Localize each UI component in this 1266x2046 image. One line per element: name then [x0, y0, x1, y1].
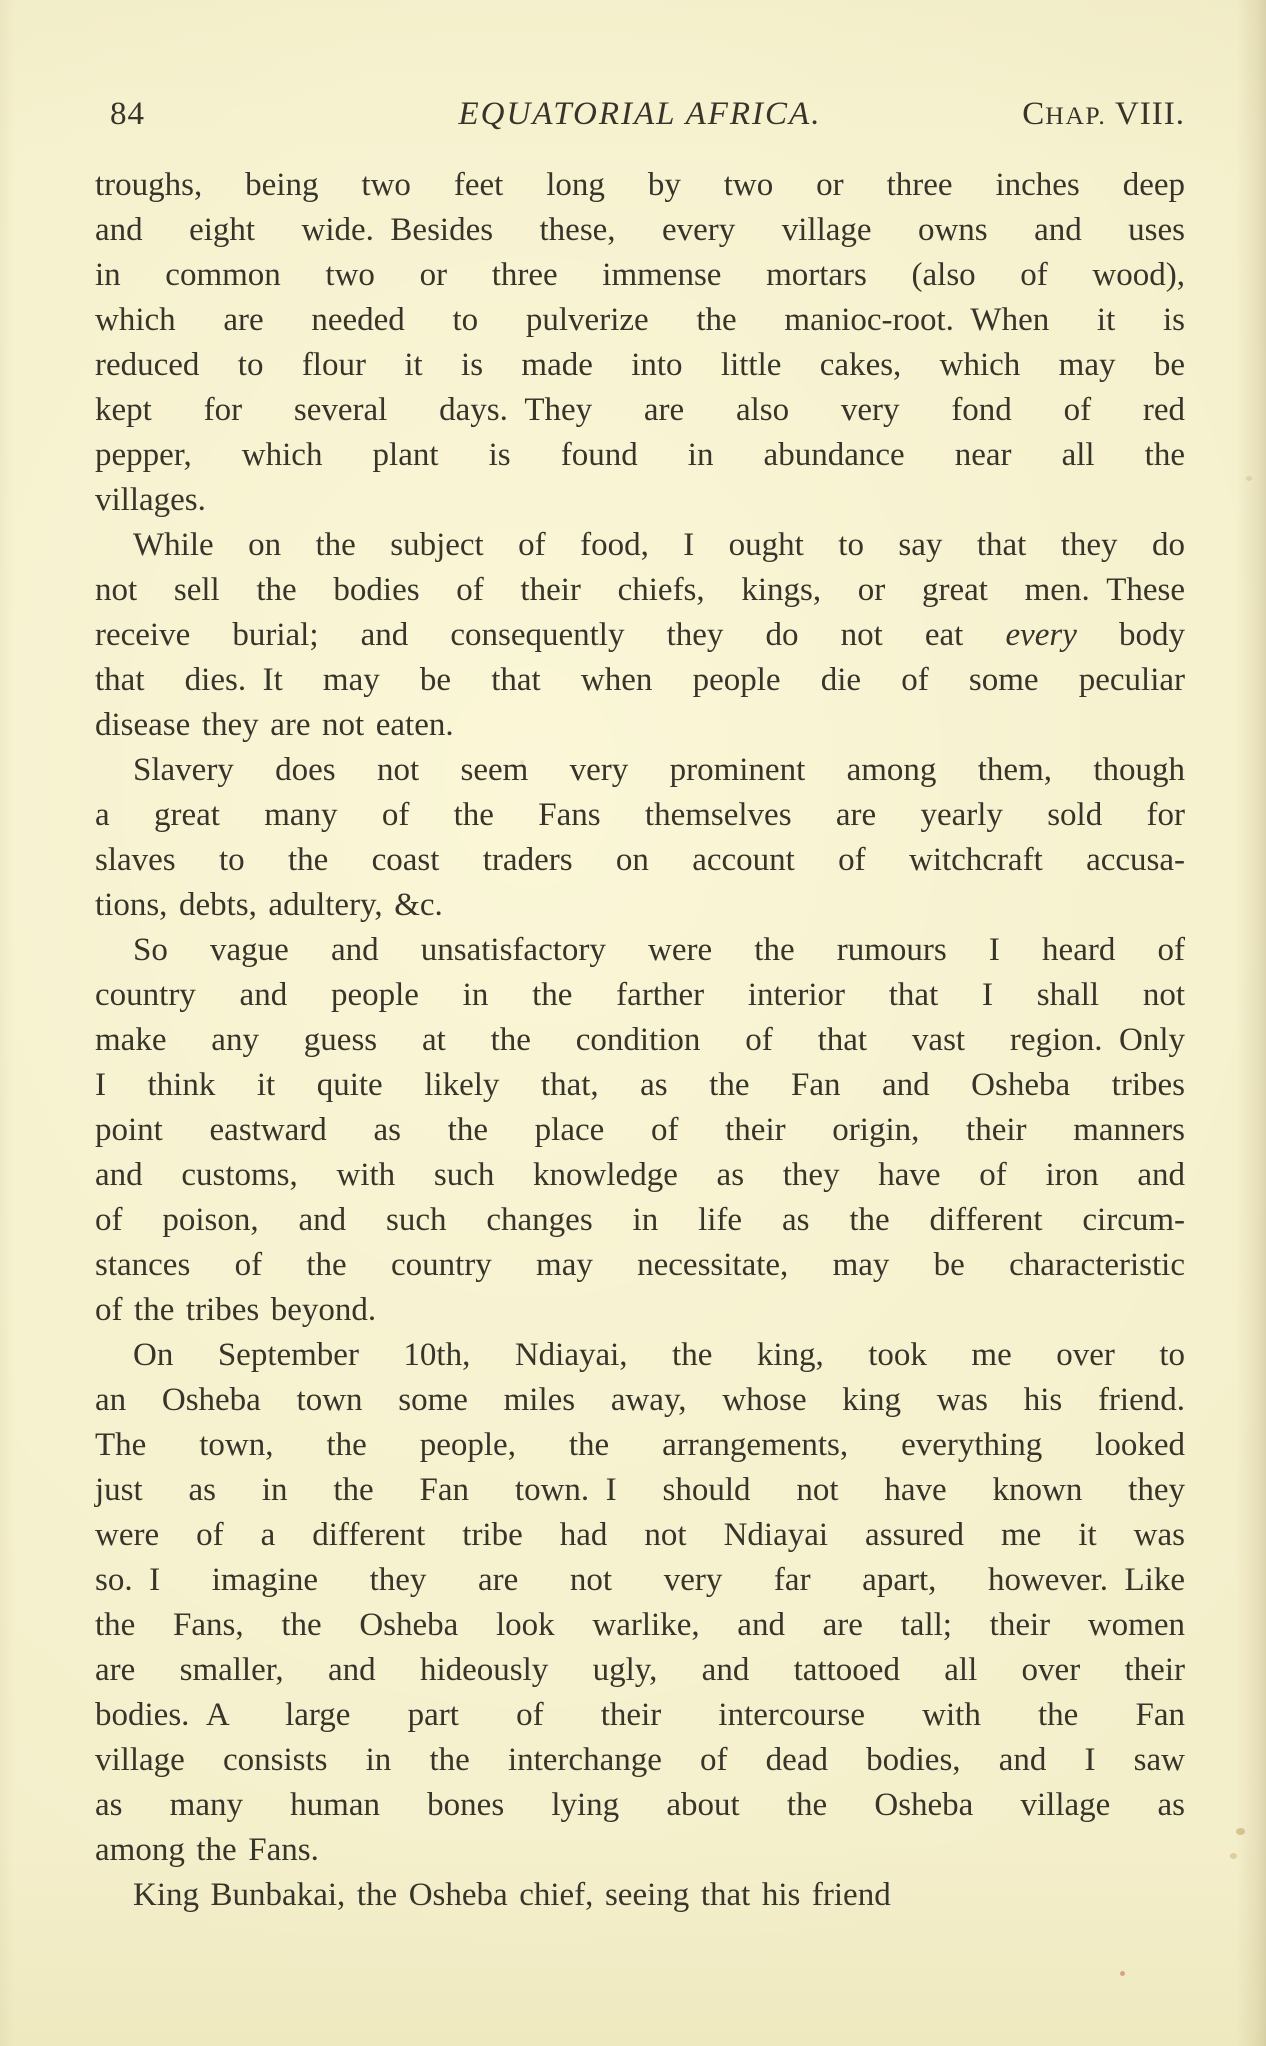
text-line: of the tribes beyond.: [95, 1292, 377, 1328]
text-line: of poison, and such changes in life as the different circum-: [95, 1202, 1185, 1238]
text-line: disease they are not eaten.: [95, 707, 454, 743]
paragraph: [95, 928, 1185, 1333]
emphasis-word: every: [1005, 617, 1077, 653]
paragraph: [95, 523, 1185, 748]
text-line: pepper, which plant is found in abundance near all the: [95, 437, 1185, 473]
text-line: On September 10th, Ndiayai, the king, took me over to: [133, 1337, 1185, 1373]
text-line: just as in the Fan town. I should not have known they: [95, 1472, 1185, 1508]
chapter-numeral: VIII.: [1106, 96, 1185, 132]
paper-stain: [1230, 1853, 1237, 1859]
text-line: slaves to the coast traders on account of witchcraft accusa-: [95, 842, 1185, 878]
text-line: and eight wide. Besides these, every village owns and uses: [95, 212, 1185, 248]
text-block: [95, 163, 1185, 1918]
text-line: I think it quite likely that, as the Fan and Osheba tribes: [95, 1067, 1185, 1103]
text-line: make any guess at the condition of that vast region. Only: [95, 1022, 1185, 1058]
paragraph: [95, 748, 1185, 928]
text-line: village consists in the interchange of dead bodies, and I saw: [95, 1742, 1185, 1778]
paragraph: [95, 1333, 1185, 1873]
text-line: were of a different tribe had not Ndiayai assured me it was: [95, 1517, 1185, 1553]
chapter-smallcaps: HAP.: [1045, 101, 1107, 130]
text-line: that dies. It may be that when people die of some peculiar: [95, 662, 1185, 698]
text-line: stances of the country may necessitate, may be characteristic: [95, 1247, 1185, 1283]
text-line: as many human bones lying about the Osheba village as: [95, 1787, 1185, 1823]
text-line: among the Fans.: [95, 1832, 319, 1868]
page-header: [95, 94, 1185, 136]
text-line: The town, the people, the arrangements, everything looked: [95, 1427, 1185, 1463]
text-line: a great many of the Fans themselves are yearly sold for: [95, 797, 1185, 833]
text-line: country and people in the farther interior that I shall not: [95, 977, 1185, 1013]
text-line: so. I imagine they are not very far apart, however. Like: [95, 1562, 1185, 1598]
text-line: While on the subject of food, I ought to say that they do: [133, 527, 1185, 563]
line-segment: body: [1076, 617, 1185, 653]
text-line: [95, 613, 1185, 658]
text-line: So vague and unsatisfactory were the rumours I heard of: [133, 932, 1185, 968]
running-title: EQUATORIAL AFRICA.: [458, 96, 822, 132]
text-line: in common two or three immense mortars (also of wood),: [95, 257, 1185, 293]
line-segment: receive burial; and consequently they do not eat: [95, 617, 1006, 653]
page-edge-shading: [0, 0, 14, 2046]
text-line: villages.: [95, 482, 206, 518]
paragraph: [95, 163, 1185, 523]
chapter-cap: C: [1022, 96, 1046, 132]
text-line: and customs, with such knowledge as they have of iron and: [95, 1157, 1185, 1193]
page-number: 84: [110, 96, 145, 132]
text-line: not sell the bodies of their chiefs, kings, or great men. These: [95, 572, 1185, 608]
text-line: the Fans, the Osheba look warlike, and are tall; their women: [95, 1607, 1185, 1643]
paper-stain: [1236, 1828, 1245, 1835]
text-line: which are needed to pulverize the manioc-root. When it is: [95, 302, 1185, 338]
text-line: King Bunbakai, the Osheba chief, seeing that his friend: [133, 1877, 891, 1913]
paper-stain: [1120, 1971, 1125, 1976]
paragraph: [95, 1873, 1185, 1918]
chapter-label: [1022, 94, 1185, 136]
gutter-shadow: [1236, 0, 1266, 2046]
text-line: an Osheba town some miles away, whose king was his friend.: [95, 1382, 1185, 1418]
text-line: bodies. A large part of their intercourse with the Fan: [95, 1697, 1185, 1733]
paper-stain: [1246, 476, 1252, 481]
text-line: point eastward as the place of their origin, their manners: [95, 1112, 1185, 1148]
text-line: troughs, being two feet long by two or three inches deep: [95, 167, 1185, 203]
text-line: reduced to flour it is made into little cakes, which may be: [95, 347, 1185, 383]
text-line: are smaller, and hideously ugly, and tattooed all over their: [95, 1652, 1185, 1688]
text-line: kept for several days. They are also very fond of red: [95, 392, 1185, 428]
text-line: Slavery does not seem very prominent among them, though: [133, 752, 1185, 788]
text-line: tions, debts, adultery, &c.: [95, 887, 443, 923]
